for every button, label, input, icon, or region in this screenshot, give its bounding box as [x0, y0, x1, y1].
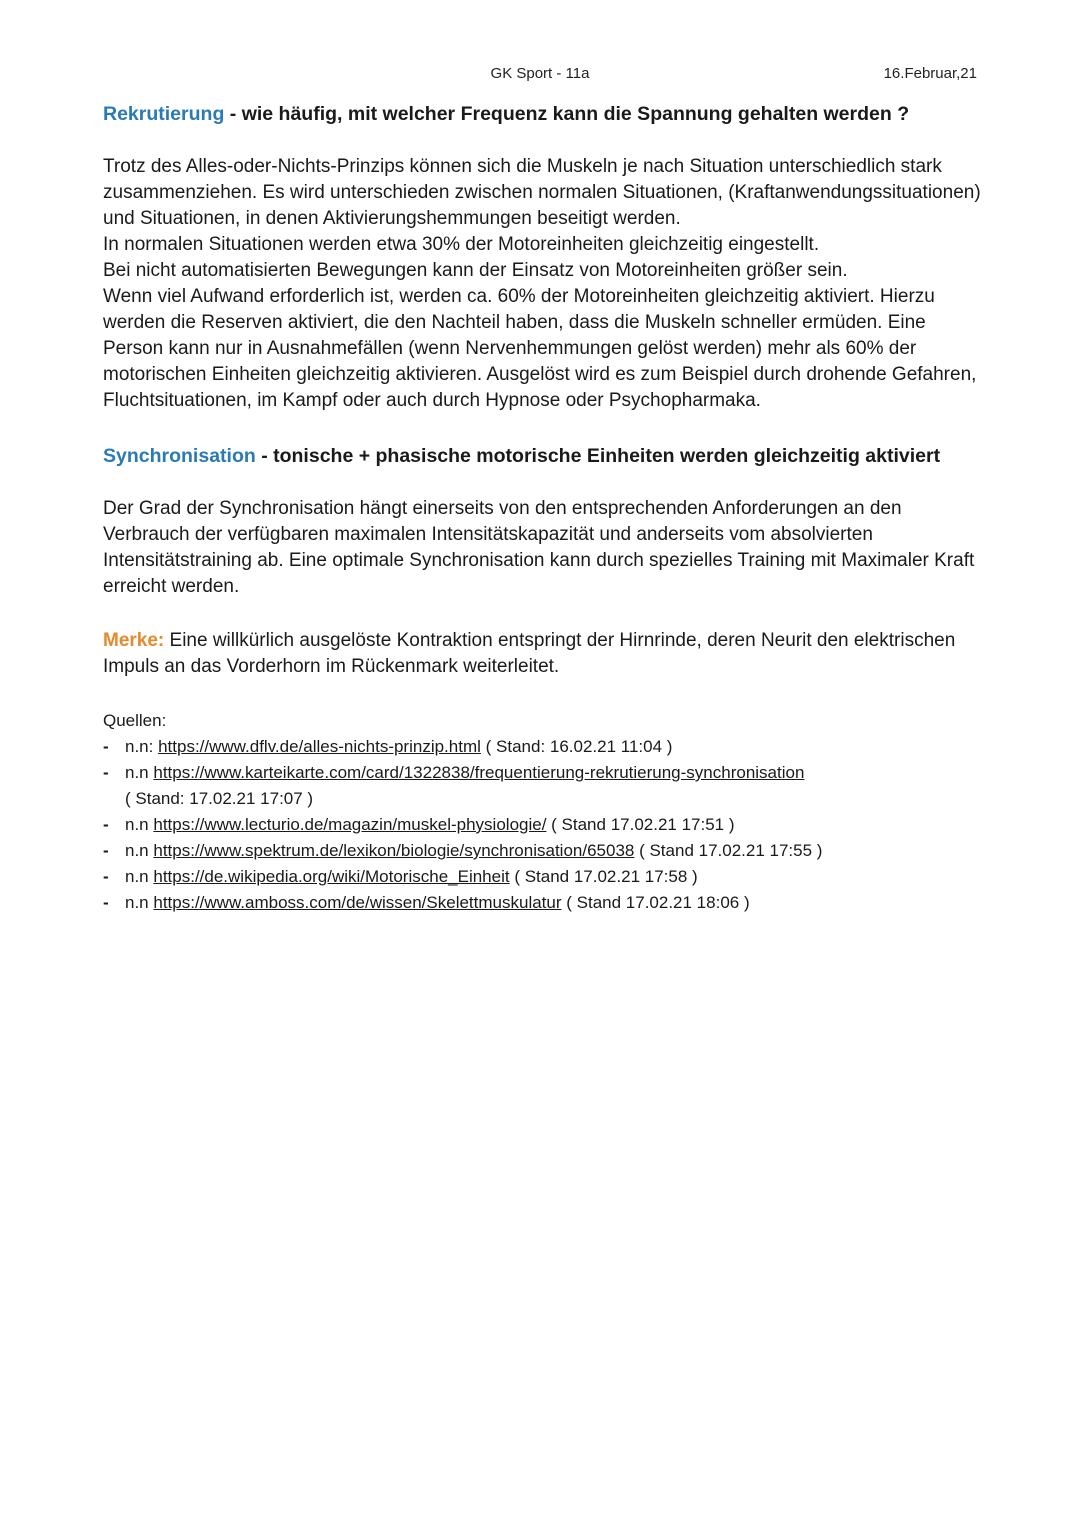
- synchronisation-paragraph: Der Grad der Synchronisation hängt einerseits von den entsprechenden Anforderungen an den Verbrauch der verfügbaren maximalen Intensitätskapazität und anderseits vom absolvierten Intensitätstraining ab. Eine optimale Synchronisation kann durch spezielles Training mit Maximaler Kraft erreicht werden.: [103, 498, 975, 597]
- source-link[interactable]: https://www.dflv.de/alles-nichts-prinzip.html: [158, 737, 481, 756]
- source-item: [103, 838, 983, 864]
- rekrutierung-line-2: In normalen Situationen werden etwa 30% der Motoreinheiten gleichzeitig eingestellt.: [103, 234, 820, 255]
- synchronisation-heading: [103, 442, 983, 470]
- sources-list: [103, 734, 983, 916]
- dash-bullet-icon: -: [103, 841, 109, 860]
- source-link[interactable]: https://de.wikipedia.org/wiki/Motorische_Einheit: [153, 867, 510, 886]
- sources-title: Quellen:: [103, 711, 167, 730]
- source-link[interactable]: https://www.karteikarte.com/card/1322838/frequentierung-rekrutierung-synchronisation: [153, 763, 805, 782]
- source-prefix: n.n:: [125, 737, 159, 756]
- dash-bullet-icon: -: [103, 867, 109, 886]
- source-stand: ( Stand 17.02.21 17:58 ): [509, 867, 698, 886]
- rekrutierung-subtitle: - wie häufig, mit welcher Frequenz kann die Spannung gehalten werden ?: [224, 103, 910, 125]
- source-item: [103, 890, 983, 916]
- merke-note: [103, 628, 983, 680]
- source-stand: ( Stand 17.02.21 18:06 ): [561, 893, 750, 912]
- source-link[interactable]: https://www.lecturio.de/magazin/muskel-physiologie/: [153, 815, 547, 834]
- rekrutierung-paragraph-4: Wenn viel Aufwand erforderlich ist, werden ca. 60% der Motoreinheiten gleichzeitig aktiviert. Hierzu werden die Reserven aktiviert, die den Nachteil haben, dass die Muskeln schneller ermüden. Eine Person kann nur in Ausnahmefällen (wenn Nervenhemmungen gelöst werden) mehr als 60% der motorischen Einheiten gleichzeitig aktivieren. Ausgelöst wird es zum Beispiel durch drohende Gefahren, Fluchtsituationen, im Kampf oder auch durch Hypnose oder Psychopharmaka.: [103, 286, 977, 411]
- dash-bullet-icon: -: [103, 763, 109, 782]
- source-item: [103, 812, 983, 838]
- synchronisation-term: Synchronisation: [103, 445, 256, 467]
- source-link[interactable]: https://www.spektrum.de/lexikon/biologie/synchronisation/65038: [153, 841, 635, 860]
- merke-label: Merke:: [103, 630, 165, 651]
- header-course: GK Sport - 11a: [490, 65, 590, 82]
- header-date: 16.Februar,21: [883, 65, 977, 82]
- source-item: [103, 734, 983, 760]
- dash-bullet-icon: -: [103, 815, 109, 834]
- rekrutierung-paragraph-1: Trotz des Alles-oder-Nichts-Prinzips können sich die Muskeln je nach Situation unterschiedlich stark zusammenziehen. Es wird unterschieden zwischen normalen Situationen, (Kraftanwendungssituationen) und Situationen, in denen Aktivierungshemmungen beseitigt werden.: [103, 156, 981, 229]
- source-item: [103, 760, 983, 812]
- dash-bullet-icon: -: [103, 893, 109, 912]
- source-stand: ( Stand: 17.02.21 17:07 ): [125, 789, 314, 808]
- rekrutierung-line-3: Bei nicht automatisierten Bewegungen kann der Einsatz von Motoreinheiten größer sein.: [103, 260, 848, 281]
- source-stand: ( Stand: 16.02.21 11:04 ): [480, 737, 673, 756]
- source-prefix: n.n: [125, 867, 154, 886]
- sources-section: [103, 708, 983, 916]
- rekrutierung-term: Rekrutierung: [103, 103, 225, 125]
- source-prefix: n.n: [125, 841, 154, 860]
- source-prefix: n.n: [125, 815, 154, 834]
- source-prefix: n.n: [125, 893, 154, 912]
- document-body: [103, 100, 983, 916]
- merke-text: Eine willkürlich ausgelöste Kontraktion entspringt der Hirnrinde, deren Neurit den elektrischen Impuls an das Vorderhorn im Rückenmark weiterleitet.: [103, 630, 956, 677]
- source-stand: ( Stand 17.02.21 17:51 ): [546, 815, 735, 834]
- dash-bullet-icon: -: [103, 737, 109, 756]
- synchronisation-subtitle: - tonische + phasische motorische Einheiten werden gleichzeitig aktiviert: [255, 445, 941, 467]
- rekrutierung-heading: [103, 100, 983, 128]
- source-link[interactable]: https://www.amboss.com/de/wissen/Skelettmuskulatur: [153, 893, 562, 912]
- source-item: [103, 864, 983, 890]
- source-prefix: n.n: [125, 763, 154, 782]
- source-stand: ( Stand 17.02.21 17:55 ): [634, 841, 823, 860]
